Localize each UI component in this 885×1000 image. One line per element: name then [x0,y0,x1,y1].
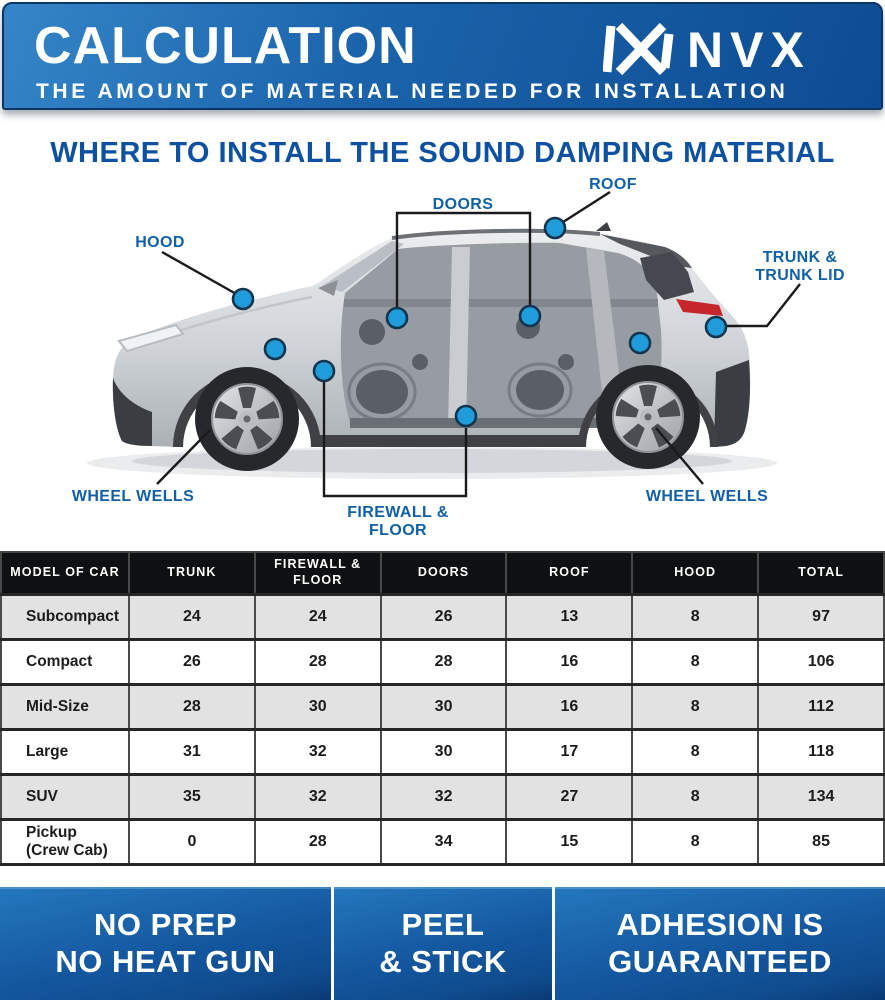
value-cell: 28 [381,639,507,684]
value-cell: 28 [255,819,381,864]
column-header: FIREWALL & FLOOR [255,552,381,594]
value-cell: 8 [632,594,758,639]
value-cell: 8 [632,684,758,729]
column-header: TOTAL [758,552,884,594]
marker-dot-hood [233,289,253,309]
callout-label-roof: ROOF [589,176,637,193]
section-title: WHERE TO INSTALL THE SOUND DAMPING MATERIAL [50,137,835,169]
value-cell: 26 [381,594,507,639]
callout-label-firewall-line2: FLOOR [369,522,427,539]
model-cell: Large [1,729,129,774]
table-row [1,684,884,729]
callout-line-roof [560,192,610,224]
value-cell: 32 [255,729,381,774]
value-cell: 0 [129,819,255,864]
footer-text: GUARANTEED [608,943,832,979]
value-cell: 26 [129,639,255,684]
table-row [1,774,884,819]
value-cell: 106 [758,639,884,684]
marker-dot-front-wheel-well [265,339,285,359]
value-cell: 27 [506,774,632,819]
value-cell: 31 [129,729,255,774]
footer-text: ADHESION IS [616,906,824,942]
value-cell: 13 [506,594,632,639]
value-cell: 24 [129,594,255,639]
footer-text: NO PREP [93,906,238,942]
value-cell: 8 [632,774,758,819]
table-row [1,639,884,684]
footer-text: NO HEAT GUN [55,943,276,979]
value-cell: 30 [255,684,381,729]
car-diagram [0,170,885,548]
column-header: TRUNK [129,552,255,594]
value-cell: 32 [381,774,507,819]
table-head-row [1,552,884,594]
value-cell: 15 [506,819,632,864]
footer-band [0,885,885,1000]
footer-panel-no-prep [0,887,331,1000]
value-cell: 8 [632,639,758,684]
callout-label-trunk-line1: TRUNK & [762,249,838,266]
column-header: DOORS [381,552,507,594]
callout-label-hood: HOOD [135,234,185,251]
value-cell: 24 [255,594,381,639]
marker-dot-floor [456,406,476,426]
value-cell: 85 [758,819,884,864]
model-cell: SUV [1,774,129,819]
rear-wheel [596,365,700,469]
header-band [2,2,883,110]
model-cell: Mid-Size [1,684,129,729]
footer-panel-peel-stick [334,887,552,1000]
table-row [1,819,884,864]
marker-dot-rear-door [520,306,540,326]
nvx-logo [603,20,855,78]
value-cell: 118 [758,729,884,774]
value-cell: 16 [506,639,632,684]
material-table-section [0,551,885,885]
callout-label-doors: DOORS [432,196,494,213]
marker-dot-firewall [314,361,334,381]
value-cell: 32 [255,774,381,819]
model-cell: Subcompact [1,594,129,639]
column-header: ROOF [506,552,632,594]
callout-label-firewall-line1: FIREWALL & [347,504,449,521]
value-cell: 28 [129,684,255,729]
value-cell: 17 [506,729,632,774]
marker-dot-roof [545,218,565,238]
callout-line-trunk [725,284,800,326]
table-row [1,594,884,639]
callout-line-hood [162,252,238,295]
value-cell: 30 [381,684,507,729]
value-cell: 112 [758,684,884,729]
column-header: HOOD [632,552,758,594]
value-cell: 28 [255,639,381,684]
page-subtitle: THE AMOUNT OF MATERIAL NEEDED FOR INSTALLATION [36,80,789,103]
car-illustration [113,222,750,471]
footer-text: PEEL [401,906,485,942]
marker-dot-rear-wheel-well [630,333,650,353]
material-table [0,551,885,866]
value-cell: 35 [129,774,255,819]
value-cell: 8 [632,729,758,774]
table-row [1,729,884,774]
model-cell: Pickup (Crew Cab) [1,819,129,864]
value-cell: 97 [758,594,884,639]
callout-label-wheel-wells-rear: WHEEL WELLS [645,488,769,505]
value-cell: 34 [381,819,507,864]
nvx-logo-text: NVX [687,22,811,78]
callout-label-wheel-wells-front: WHEEL WELLS [71,488,195,505]
column-header: MODEL OF CAR [1,552,129,594]
page-title: CALCULATION [34,17,417,75]
value-cell: 16 [506,684,632,729]
marker-dot-front-door [387,308,407,328]
value-cell: 8 [632,819,758,864]
footer-text: & STICK [379,943,507,979]
marker-dot-trunk [706,317,726,337]
callout-label-trunk-line2: TRUNK LID [755,267,845,284]
model-cell: Compact [1,639,129,684]
footer-panel-adhesion [555,887,885,1000]
nvx-logo-icon [607,26,669,72]
value-cell: 30 [381,729,507,774]
value-cell: 134 [758,774,884,819]
front-wheel [195,367,299,471]
